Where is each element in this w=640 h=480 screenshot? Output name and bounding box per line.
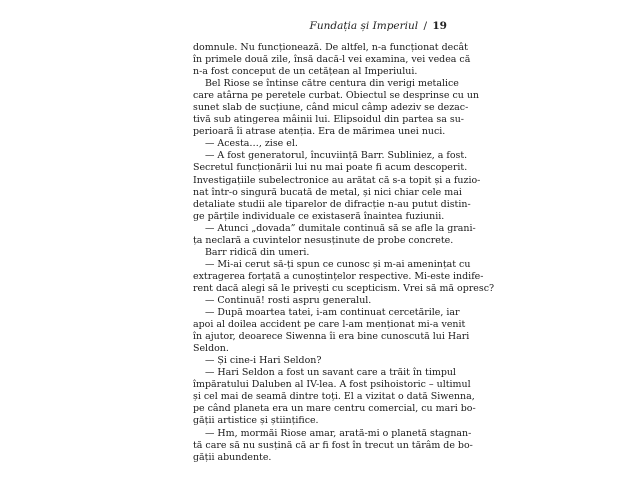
text-line: — Atunci „dovada” dumitale continuă să se afle la grani- [205, 222, 476, 234]
text-line: rent dacă alegi să le privești cu scepticism. Vrei să mă opresc? [193, 282, 495, 294]
header-separator: / [423, 20, 428, 32]
text-line: Seldon. [193, 343, 229, 355]
text-line: detaliate studii ale tiparelor de difracție n-au putut distin- [193, 198, 471, 210]
text-line: care atârna pe peretele curbat. Obiectul se desprinse cu un [193, 90, 479, 102]
text-line: împăratului Daluben al IV-lea. A fost psihoistoric – ultimul [193, 379, 471, 391]
body-text [193, 42, 495, 464]
text-line: în primele două zile, însă dacă-l vei examina, vei vedea că [193, 54, 471, 66]
text-line: n-a fost conceput de un cetățean al Imperiului. [193, 66, 418, 78]
text-line: — Și cine-i Hari Seldon? [205, 355, 322, 367]
text-line: perioară îi atrase atenția. Era de mărimea unei nuci. [193, 126, 446, 138]
text-line: — Hari Seldon a fost un savant care a trăit în timpul [205, 367, 456, 379]
text-line: tă care să nu susțină că ar fi fost în trecut un tărâm de bo- [193, 439, 473, 451]
text-line: gății abundente. [193, 451, 272, 463]
text-line: Barr ridică din umeri. [205, 246, 310, 258]
text-line: Investigațiile subelectronice au arătat că s-a topit și a fuzio- [193, 174, 481, 186]
text-line: — Mi-ai cerut să-ți spun ce cunosc și m-ai amenințat cu [205, 258, 471, 270]
text-line: — Continuă! rosti aspru generalul. [205, 294, 372, 306]
text-line: Bel Riose se întinse către centura din verigi metalice [205, 78, 459, 90]
page-number: 19 [432, 20, 447, 32]
text-line: ța neclară a cuvintelor nesusținute de probe concrete. [193, 234, 454, 246]
text-line: — Acesta…, zise el. [205, 138, 298, 150]
text-line: în ajutor, deoarece Siwenna îi era bine cunoscută lui Hari [193, 331, 470, 343]
text-line: nat într-o singură bucată de metal, și nici chiar cele mai [193, 186, 462, 198]
text-line: pe când planeta era un mare centru comercial, cu mari bo- [193, 403, 476, 415]
running-header [310, 20, 447, 32]
text-line: extragerea forțată a cunoștințelor respective. Mi-este indife- [193, 270, 484, 282]
book-title: Fundația și Imperiul [309, 20, 419, 32]
text-line: domnule. Nu funcționează. De altfel, n-a funcționat decât [193, 42, 468, 53]
text-line: gății artistice și științifice. [193, 415, 319, 427]
text-line: — După moartea tatei, i-am continuat cercetările, iar [205, 307, 460, 319]
text-line: și cel mai de seamă dintre toți. El a vizitat o dată Siwenna, [193, 391, 475, 403]
text-line: ge părțile individuale ce existaseră înaintea fuziunii. [193, 210, 445, 222]
text-line: — Hm, mormăi Riose amar, arată-mi o planetă stagnan- [205, 427, 472, 439]
text-line: — A fost generatorul, încuviință Barr. Subliniez, a fost. [205, 150, 468, 162]
text-line: tivă sub atingerea mâinii lui. Elipsoidul din partea sa su- [193, 114, 464, 126]
text-line: Secretul funcționării lui nu mai poate fi acum descoperit. [193, 162, 468, 174]
text-line: apoi al doilea accident pe care l-am menționat mi-a venit [193, 319, 466, 331]
text-line: sunet slab de sucțiune, când micul câmp adeziv se dezac- [193, 102, 469, 114]
